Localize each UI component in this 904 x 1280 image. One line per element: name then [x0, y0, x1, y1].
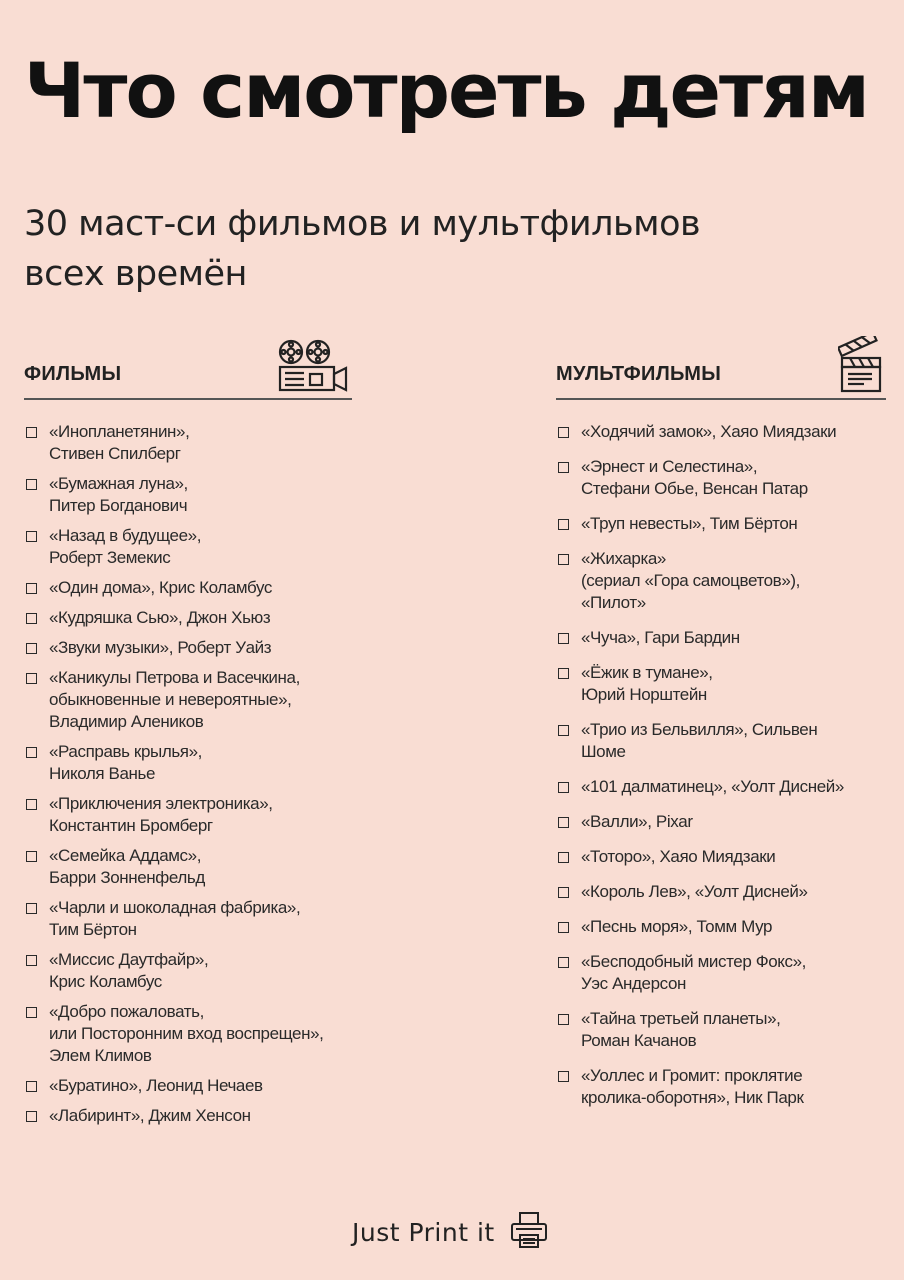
- item-label: «Миссис Даутфайр», Крис Коламбус: [49, 950, 209, 991]
- item-label: «Лабиринт», Джим Хенсон: [49, 1106, 251, 1125]
- cartoons-header: [556, 336, 886, 400]
- films-item: [24, 741, 352, 785]
- item-label: «Эрнест и Селестина», Стефани Обье, Венсан Патар: [581, 457, 808, 498]
- checkbox[interactable]: [558, 1014, 569, 1025]
- item-label: «Приключения электроника», Константин Бромберг: [49, 794, 273, 835]
- films-item: [24, 525, 352, 569]
- checkbox[interactable]: [26, 903, 37, 914]
- cartoons-column: [556, 336, 886, 1122]
- printer-icon: [509, 1210, 549, 1255]
- films-item: [24, 607, 352, 629]
- cartoons-item: [556, 881, 886, 903]
- item-label: «Каникулы Петрова и Васечкина, обыкновенные и невероятные», Владимир Алеников: [49, 668, 300, 731]
- checkbox[interactable]: [558, 462, 569, 473]
- films-item: [24, 793, 352, 837]
- cartoons-item: [556, 846, 886, 868]
- cartoons-item: [556, 513, 886, 535]
- checkbox[interactable]: [26, 427, 37, 438]
- films-item: [24, 667, 352, 733]
- item-label: «Тоторо», Хаяо Миядзаки: [581, 847, 776, 866]
- cartoons-item: [556, 811, 886, 833]
- item-label: «Тайна третьей планеты», Роман Качанов: [581, 1009, 781, 1050]
- films-column: [24, 336, 352, 1135]
- cartoons-list: [556, 421, 886, 1109]
- checkbox[interactable]: [558, 519, 569, 530]
- films-item: [24, 637, 352, 659]
- checkbox[interactable]: [26, 583, 37, 594]
- item-label: «Уоллес и Громит: проклятие кролика-оборотня», Ник Парк: [581, 1066, 804, 1107]
- item-label: «Бумажная луна», Питер Богданович: [49, 474, 188, 515]
- item-label: «Кудряшка Сью», Джон Хьюз: [49, 608, 271, 627]
- footer-brand: Just Print it: [352, 1217, 495, 1247]
- cartoons-heading: МУЛЬТФИЛЬМЫ: [556, 363, 722, 385]
- cartoons-item: [556, 548, 886, 614]
- checkbox[interactable]: [558, 922, 569, 933]
- item-label: «Буратино», Леонид Нечаев: [49, 1076, 263, 1095]
- film-projector-icon: [274, 336, 350, 399]
- item-label: «Труп невесты», Тим Бёртон: [581, 514, 798, 533]
- checkbox[interactable]: [26, 1081, 37, 1092]
- checkbox[interactable]: [558, 852, 569, 863]
- checkbox[interactable]: [26, 479, 37, 490]
- cartoons-item: [556, 1065, 886, 1109]
- checkbox[interactable]: [558, 887, 569, 898]
- item-label: «Добро пожаловать, или Посторонним вход воспрещен», Элем Климов: [49, 1002, 324, 1065]
- checkbox[interactable]: [26, 851, 37, 862]
- cartoons-item: [556, 951, 886, 995]
- item-label: «Чуча», Гари Бардин: [581, 628, 740, 647]
- item-label: «Жихарка» (сериал «Гора самоцветов»), «Пилот»: [581, 549, 800, 612]
- checkbox[interactable]: [558, 782, 569, 793]
- item-label: «Звуки музыки», Роберт Уайз: [49, 638, 272, 657]
- footer: [352, 1212, 549, 1252]
- checkbox[interactable]: [558, 633, 569, 644]
- cartoons-item: [556, 776, 886, 798]
- item-label: «Инопланетянин», Стивен Спилберг: [49, 422, 190, 463]
- checkbox[interactable]: [26, 531, 37, 542]
- checkbox[interactable]: [26, 955, 37, 966]
- checkbox[interactable]: [558, 725, 569, 736]
- checkbox[interactable]: [558, 817, 569, 828]
- cartoons-item: [556, 662, 886, 706]
- cartoons-item: [556, 719, 886, 763]
- item-label: «Назад в будущее», Роберт Земекис: [49, 526, 202, 567]
- films-item: [24, 1001, 352, 1067]
- films-item: [24, 897, 352, 941]
- checkbox[interactable]: [26, 1111, 37, 1122]
- item-label: «Бесподобный мистер Фокс», Уэс Андерсон: [581, 952, 806, 993]
- checkbox[interactable]: [26, 613, 37, 624]
- checkbox[interactable]: [26, 799, 37, 810]
- checkbox[interactable]: [26, 673, 37, 684]
- films-list: [24, 421, 352, 1127]
- clapperboard-icon: [838, 336, 884, 399]
- films-item: [24, 577, 352, 599]
- checkbox[interactable]: [558, 668, 569, 679]
- item-label: «Трио из Бельвилля», Сильвен Шоме: [581, 720, 818, 761]
- films-header: [24, 336, 352, 400]
- checkbox[interactable]: [558, 427, 569, 438]
- item-label: «Семейка Аддамс», Барри Зонненфельд: [49, 846, 205, 887]
- page-subtitle: 30 маст-си фильмов и мультфильмов всех времён: [24, 204, 701, 294]
- films-item: [24, 845, 352, 889]
- item-label: «Ходячий замок», Хаяо Миядзаки: [581, 422, 837, 441]
- item-label: «Песнь моря», Томм Мур: [581, 917, 773, 936]
- checkbox[interactable]: [26, 747, 37, 758]
- films-item: [24, 1075, 352, 1097]
- films-item: [24, 949, 352, 993]
- cartoons-item: [556, 916, 886, 938]
- item-label: «Валли», Pixar: [581, 812, 693, 831]
- checkbox[interactable]: [26, 643, 37, 654]
- checkbox[interactable]: [558, 957, 569, 968]
- item-label: «Расправь крылья», Николя Ванье: [49, 742, 202, 783]
- item-label: «Ёжик в тумане», Юрий Норштейн: [581, 663, 713, 704]
- checkbox[interactable]: [26, 1007, 37, 1018]
- films-item: [24, 473, 352, 517]
- item-label: «Чарли и шоколадная фабрика», Тим Бёртон: [49, 898, 301, 939]
- checkbox[interactable]: [558, 1071, 569, 1082]
- item-label: «101 далматинец», «Уолт Дисней»: [581, 777, 844, 796]
- films-item: [24, 1105, 352, 1127]
- films-heading: ФИЛЬМЫ: [24, 363, 122, 385]
- cartoons-item: [556, 1008, 886, 1052]
- cartoons-item: [556, 627, 886, 649]
- item-label: «Король Лев», «Уолт Дисней»: [581, 882, 808, 901]
- page-title: Что смотреть детям: [24, 46, 868, 135]
- checkbox[interactable]: [558, 554, 569, 565]
- films-item: [24, 421, 352, 465]
- cartoons-item: [556, 456, 886, 500]
- cartoons-item: [556, 421, 886, 443]
- item-label: «Один дома», Крис Коламбус: [49, 578, 272, 597]
